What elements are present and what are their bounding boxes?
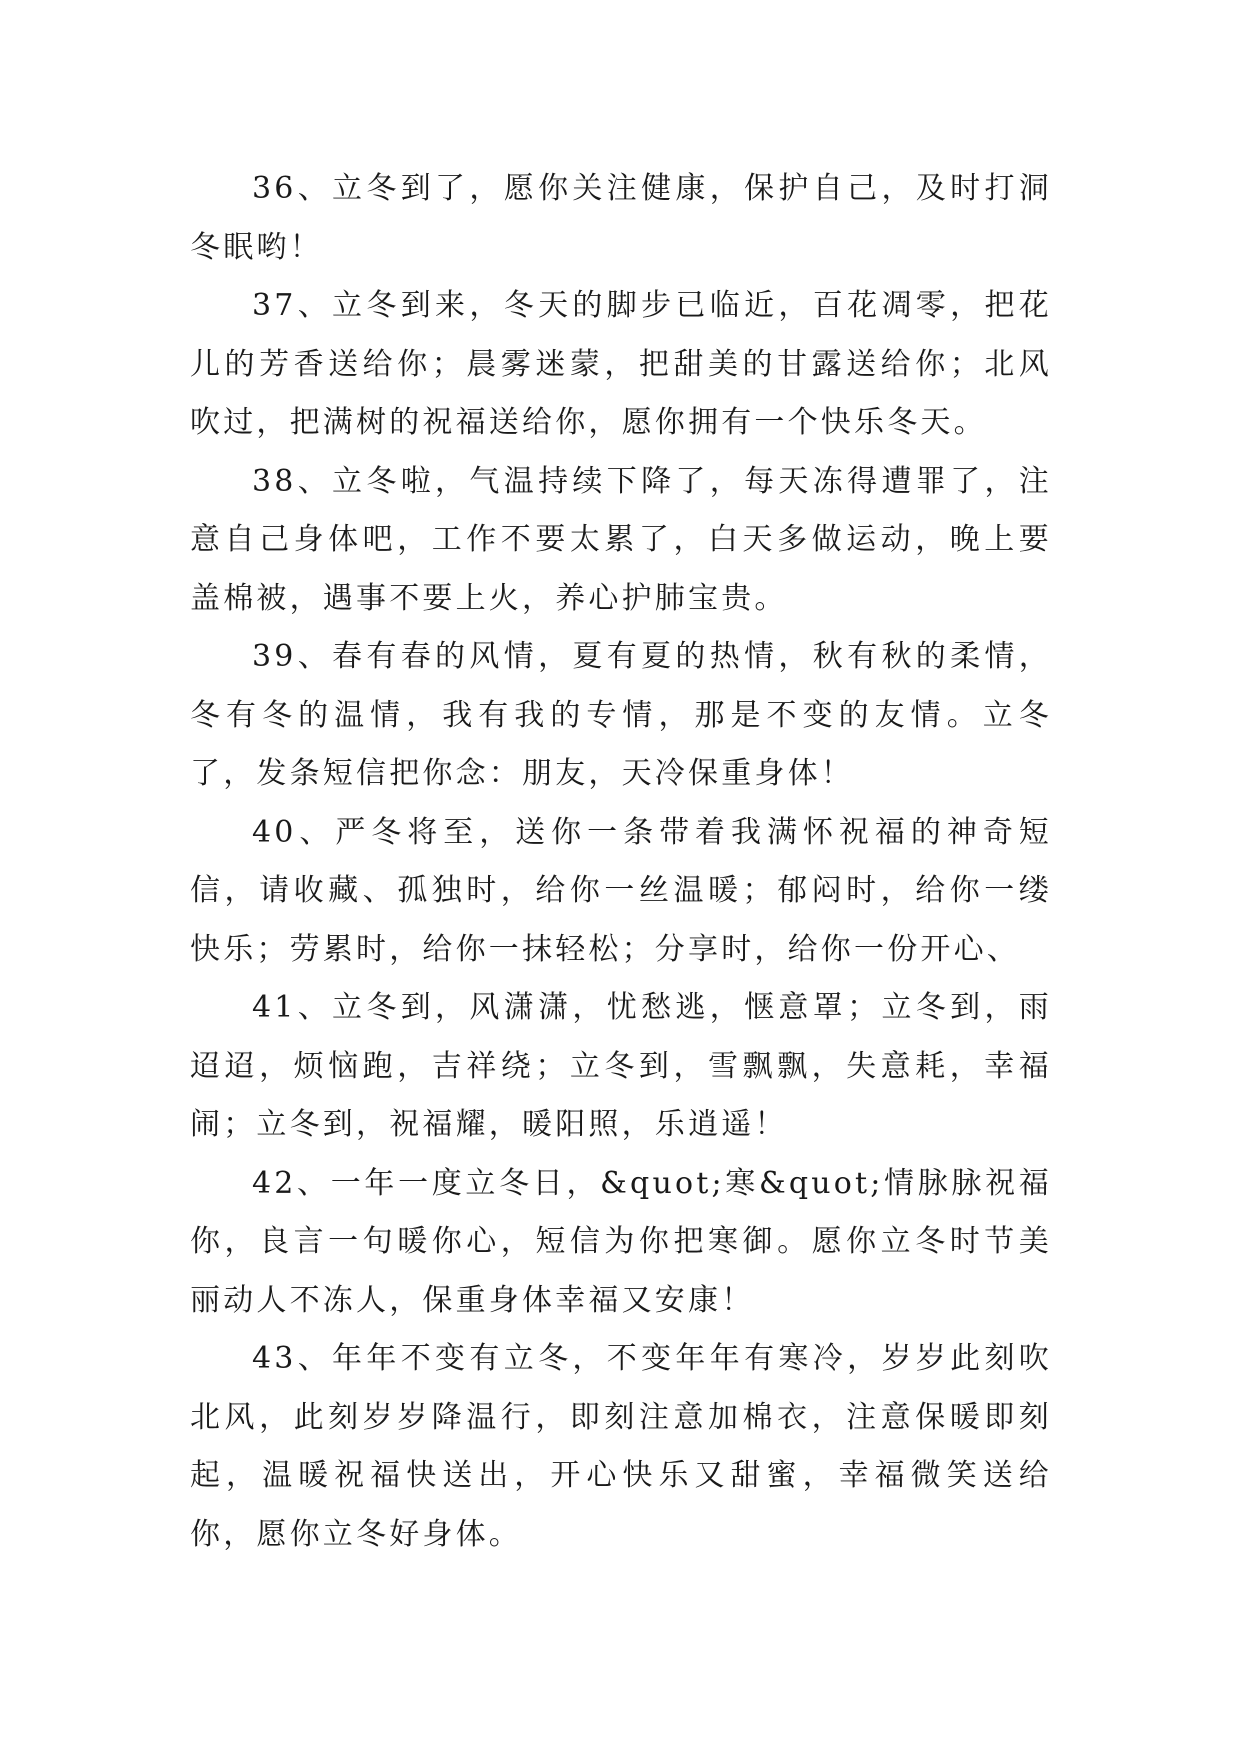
paragraph-43: 43、年年不变有立冬，不变年年有寒冷，岁岁此刻吹北风，此刻岁岁降温行，即刻注意加棉衣，注意保暖即刻起，温暖祝福快送出，开心快乐又甜蜜，幸福微笑送给你，愿你立冬好身体。 — [190, 1341, 1052, 1552]
paragraph-41: 41、立冬到，风潇潇，忧愁逃，惬意罩；立冬到，雨迢迢，烦恼跑，吉祥绕；立冬到，雪飘飘，失意耗，幸福闹；立冬到，祝福耀，暖阳照，乐逍遥！ — [190, 990, 1052, 1142]
paragraph-40: 40、严冬将至，送你一条带着我满怀祝福的神奇短信，请收藏、孤独时，给你一丝温暖；郁闷时，给你一缕快乐；劳累时，给你一抹轻松；分享时，给你一份开心、 — [190, 814, 1052, 967]
paragraph-39: 39、春有春的风情，夏有夏的热情，秋有秋的柔情，冬有冬的温情，我有我的专情，那是不变的友情。立冬了，发条短信把你念：朋友，天冷保重身体！ — [190, 639, 1052, 791]
paragraph-42: 42、一年一度立冬日，&quot;寒&quot;情脉脉祝福你，良言一句暖你心，短信为你把寒御。愿你立冬时节美丽动人不冻人，保重身体幸福又安康！ — [190, 1165, 1052, 1318]
document-body — [190, 160, 1052, 1564]
paragraph-36: 36、立冬到了，愿你关注健康，保护自己，及时打洞冬眠哟！ — [190, 171, 1052, 265]
paragraph-38: 38、立冬啦，气温持续下降了，每天冻得遭罪了，注意自己身体吧，工作不要太累了，白天多做运动，晚上要盖棉被，遇事不要上火，养心护肺宝贵。 — [190, 463, 1052, 616]
paragraph-37: 37、立冬到来，冬天的脚步已临近，百花凋零，把花儿的芳香送给你；晨雾迷蒙，把甜美的甘露送给你；北风吹过，把满树的祝福送给你，愿你拥有一个快乐冬天。 — [190, 288, 1052, 440]
